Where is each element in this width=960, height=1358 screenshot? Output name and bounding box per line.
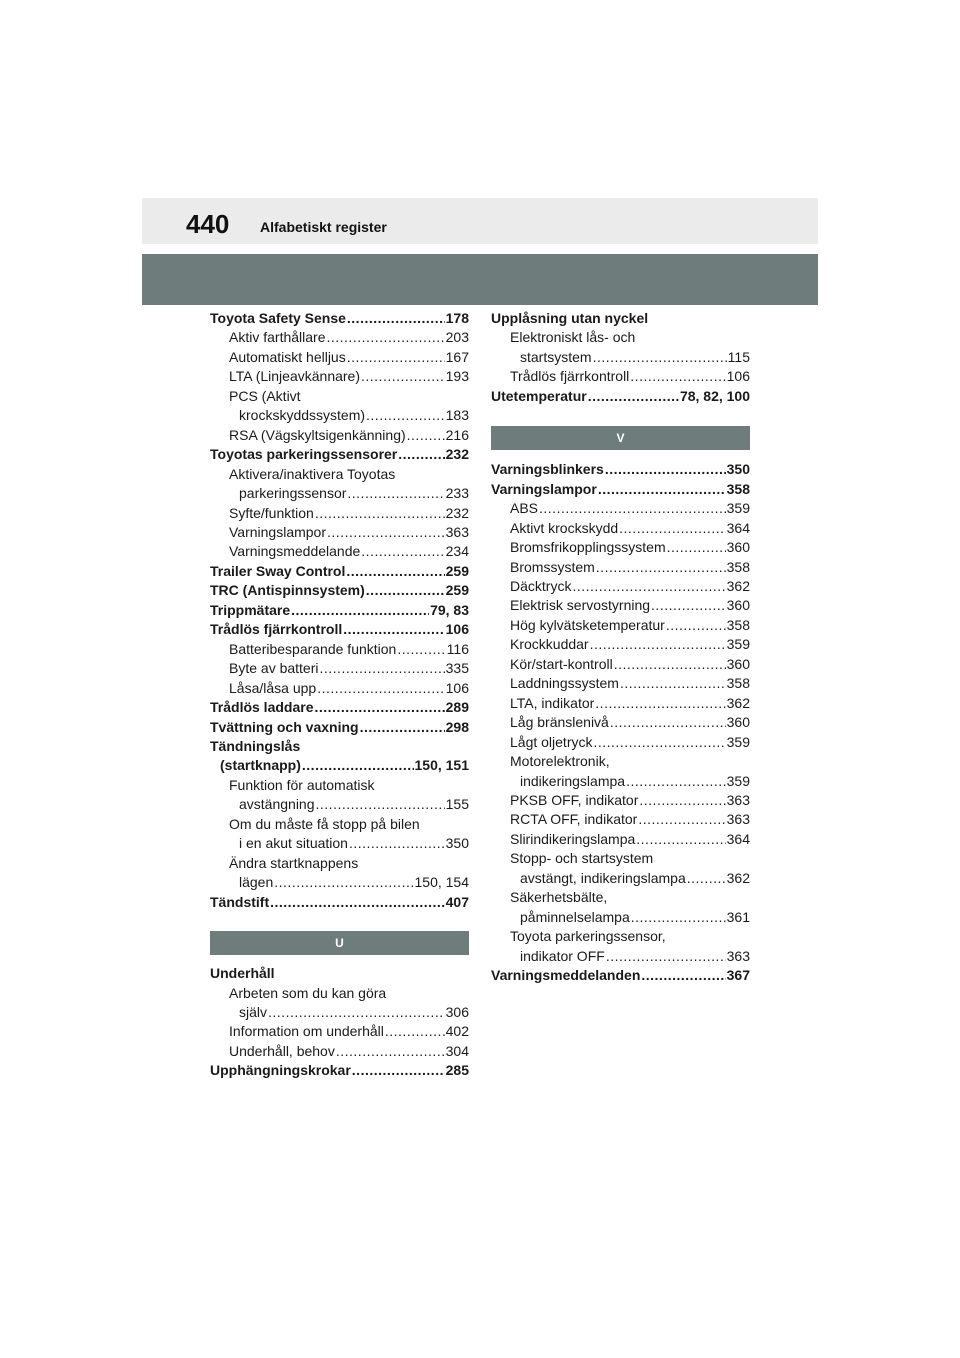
dot-leader	[598, 480, 726, 499]
index-subentry	[210, 795, 469, 814]
entry-label: Tvättning och vaxning	[210, 718, 359, 735]
index-subentry	[210, 873, 469, 892]
page-reference[interactable]: 304	[445, 1042, 469, 1059]
page-reference[interactable]: 259	[445, 582, 469, 599]
dot-leader	[631, 908, 726, 927]
dot-leader	[667, 538, 726, 557]
page-reference[interactable]: 367	[726, 967, 750, 984]
entry-label: Tändstift	[210, 893, 270, 910]
dot-leader	[314, 698, 444, 717]
entry-label: Varningsmeddelande	[229, 543, 361, 560]
entry-label: Hög kylvätsketemperatur	[510, 616, 665, 633]
entry-label: startsystem	[520, 348, 592, 365]
index-entry	[210, 698, 469, 717]
page-reference[interactable]: 232	[445, 446, 469, 463]
page-reference[interactable]: 203	[445, 329, 469, 346]
entry-label: Bromsfrikopplingssystem	[510, 539, 666, 556]
entry-label: Om du måste få stopp på bilen	[229, 815, 420, 832]
entry-label: Batteribesparande funktion	[229, 640, 397, 657]
index-subentry	[491, 348, 750, 367]
dot-leader	[638, 810, 725, 829]
index-entry	[210, 309, 469, 328]
entry-label: Utetemperatur	[491, 387, 587, 404]
entry-label: Varningsmeddelanden	[491, 967, 641, 984]
entry-label: i en akut situation	[239, 835, 348, 852]
dot-leader	[347, 348, 445, 367]
index-subentry	[491, 616, 750, 635]
dot-leader	[626, 772, 726, 791]
page-reference[interactable]: 150, 151	[414, 757, 469, 774]
index-subentry	[210, 679, 469, 698]
index-subentry	[491, 596, 750, 615]
entry-label: Information om underhåll	[229, 1023, 384, 1040]
entry-label: Aktivt krockskydd	[510, 519, 619, 536]
dot-leader	[593, 348, 727, 367]
index-subentry	[491, 791, 750, 810]
entry-label: LTA, indikator	[510, 694, 595, 711]
dot-leader	[352, 1061, 445, 1080]
index-subentry	[491, 367, 750, 386]
index-subentry	[491, 674, 750, 693]
index-subentry	[491, 869, 750, 888]
entry-label: Stopp- och startsystem	[510, 850, 654, 867]
index-subentry	[210, 984, 469, 1003]
dot-leader	[385, 1022, 445, 1041]
entry-label: Låsa/låsa upp	[229, 679, 317, 696]
dot-leader	[610, 713, 726, 732]
index-entry	[210, 718, 469, 737]
entry-label: PCS (Aktivt	[229, 387, 301, 404]
dot-leader	[593, 733, 725, 752]
entry-label: Varningsblinkers	[491, 461, 604, 478]
index-entry	[491, 966, 750, 985]
page-reference[interactable]: 362	[726, 694, 750, 711]
index-subentry	[491, 713, 750, 732]
index-entry	[210, 562, 469, 581]
entry-label: Toyota parkeringssensor,	[510, 928, 666, 945]
page-reference[interactable]: 359	[726, 500, 750, 517]
index-subentry	[210, 504, 469, 523]
index-subentry	[491, 830, 750, 849]
page-reference[interactable]: 106	[445, 621, 469, 638]
entry-label: indikeringslampa	[520, 772, 626, 789]
index-entry	[491, 387, 750, 406]
index-subentry	[210, 484, 469, 503]
page-reference[interactable]: 79, 83	[430, 601, 469, 618]
entry-label: Lågt oljetryck	[510, 733, 593, 750]
index-entry	[210, 620, 469, 639]
dot-leader	[327, 523, 445, 542]
dot-leader	[320, 659, 445, 678]
index-subentry	[210, 834, 469, 853]
dot-leader	[317, 679, 444, 698]
dot-leader	[270, 893, 445, 912]
index-column-right	[491, 309, 750, 986]
index-subentry	[210, 659, 469, 678]
index-subentry	[210, 640, 469, 659]
index-subentry	[491, 733, 750, 752]
dot-leader	[316, 795, 445, 814]
entry-label: lägen	[239, 874, 274, 891]
index-entry	[210, 601, 469, 620]
page-reference[interactable]: 193	[445, 368, 469, 385]
page-reference[interactable]: 216	[445, 426, 469, 443]
entry-label: Krockkuddar	[510, 636, 589, 653]
entry-label: Automatiskt helljus	[229, 348, 346, 365]
dot-leader	[291, 601, 429, 620]
entry-label: Aktiv farthållare	[229, 329, 326, 346]
page-reference[interactable]: 150, 154	[414, 874, 469, 891]
entry-label: Kör/start-kontroll	[510, 655, 613, 672]
index-letter-heading: U	[210, 931, 469, 955]
entry-label: Toyota Safety Sense	[210, 310, 346, 326]
dot-leader	[588, 387, 679, 406]
dot-leader	[346, 562, 444, 581]
index-letter-heading: V	[491, 426, 750, 450]
page-reference[interactable]: 363	[726, 811, 750, 828]
page-reference[interactable]: 359	[726, 772, 750, 789]
index-subentry	[491, 499, 750, 518]
page-reference[interactable]: 363	[726, 947, 750, 964]
entry-label: Arbeten som du kan göra	[229, 984, 387, 1001]
page-reference[interactable]: 362	[726, 577, 750, 594]
dot-leader	[619, 519, 726, 538]
entry-label: parkeringssensor	[239, 485, 347, 502]
index-subentry	[210, 1042, 469, 1061]
entry-label: Syfte/funktion	[229, 504, 314, 521]
dot-leader	[407, 426, 445, 445]
entry-label: Toyotas parkeringssensorer	[210, 446, 398, 463]
page-reference[interactable]: 358	[726, 558, 750, 575]
entry-label: RSA (Vägskyltsigenkänning)	[229, 426, 406, 443]
index-column-left	[210, 309, 469, 1081]
entry-label: Trådlös fjärrkontroll	[210, 621, 343, 638]
entry-label: indikator OFF	[520, 947, 605, 964]
index-subentry	[491, 328, 750, 347]
page-reference[interactable]: 285	[445, 1062, 469, 1079]
entry-label: Säkerhetsbälte,	[510, 889, 608, 906]
index-subentry	[210, 387, 469, 406]
dot-leader	[398, 445, 444, 464]
page-reference[interactable]: 106	[445, 679, 469, 696]
index-entry	[210, 737, 469, 756]
entry-label: Trippmätare	[210, 601, 291, 618]
page-reference[interactable]: 155	[445, 796, 469, 813]
page-reference[interactable]: 350	[445, 835, 469, 852]
page-reference[interactable]: 358	[726, 480, 750, 497]
index-entry	[491, 480, 750, 499]
entry-label: Trådlös laddare	[210, 699, 314, 716]
page-reference[interactable]: 359	[726, 733, 750, 750]
dot-leader	[366, 581, 445, 600]
entry-label: Motorelektronik,	[510, 753, 610, 770]
index-subentry	[491, 635, 750, 654]
dot-leader	[397, 640, 445, 659]
index-subentry	[210, 426, 469, 445]
index-subentry	[491, 558, 750, 577]
entry-label: Slirindikeringslampa	[510, 830, 636, 847]
entry-label: Aktivera/inaktivera Toyotas	[229, 465, 396, 482]
entry-label: avstängt, indikeringslampa	[520, 869, 686, 886]
dot-leader	[606, 947, 726, 966]
page-reference[interactable]: 183	[445, 407, 469, 424]
page-reference[interactable]: 402	[445, 1023, 469, 1040]
dot-leader	[572, 577, 725, 596]
entry-label: Varningslampor	[229, 523, 327, 540]
dot-leader	[630, 367, 725, 386]
index-subentry	[491, 947, 750, 966]
dot-leader	[636, 830, 725, 849]
index-subentry	[491, 538, 750, 557]
page-reference[interactable]: 116	[446, 640, 469, 657]
dot-leader	[639, 791, 725, 810]
dot-leader	[302, 756, 414, 775]
dot-leader	[590, 635, 726, 654]
index-subentry	[210, 1003, 469, 1022]
dot-leader	[614, 655, 726, 674]
page-reference[interactable]: 306	[445, 1003, 469, 1020]
dot-leader	[347, 309, 445, 328]
entry-label: Låg bränslenivå	[510, 714, 609, 731]
page-reference[interactable]: 259	[445, 562, 469, 579]
dot-leader	[595, 694, 725, 713]
index-subentry	[210, 328, 469, 347]
index-subentry	[491, 577, 750, 596]
page-reference[interactable]: 106	[726, 368, 750, 385]
index-subentry	[210, 1022, 469, 1041]
index-subentry	[491, 908, 750, 927]
index-subentry	[210, 406, 469, 425]
dot-leader	[268, 1003, 445, 1022]
page-reference[interactable]: 362	[726, 869, 750, 886]
dot-leader	[360, 718, 445, 737]
entry-label: Underhåll, behov	[229, 1042, 335, 1059]
index-subentry	[491, 772, 750, 791]
dot-leader	[620, 674, 726, 693]
page-reference[interactable]: 364	[726, 830, 750, 847]
index-subentry	[491, 655, 750, 674]
page-reference[interactable]: 360	[726, 539, 750, 556]
index-subentry	[210, 854, 469, 873]
page-reference[interactable]: 350	[726, 461, 750, 478]
dot-leader	[641, 966, 725, 985]
entry-label: Tändningslås	[210, 737, 301, 754]
page-reference[interactable]: 407	[445, 893, 469, 910]
index-entry	[210, 756, 469, 775]
dot-leader	[605, 460, 726, 479]
entry-label: TRC (Antispinnsystem)	[210, 582, 365, 599]
page-reference[interactable]: 363	[445, 523, 469, 540]
index-subentry	[491, 752, 750, 771]
index-subentry	[491, 810, 750, 829]
dot-leader	[315, 504, 445, 523]
dot-leader	[539, 499, 726, 518]
entry-label: Däcktryck	[510, 577, 572, 594]
page-reference[interactable]: 360	[726, 597, 750, 614]
entry-label: Upplåsning utan nyckel	[491, 310, 649, 326]
page-reference[interactable]: 289	[445, 699, 469, 716]
page-reference[interactable]: 167	[445, 348, 469, 365]
index-subentry	[491, 519, 750, 538]
entry-label: Trailer Sway Control	[210, 562, 346, 579]
entry-label: Upphängningskrokar	[210, 1062, 351, 1079]
index-entry	[210, 445, 469, 464]
dot-leader	[361, 542, 444, 561]
index-entry	[491, 309, 750, 328]
dot-leader	[336, 1042, 445, 1061]
header-band	[142, 254, 818, 305]
entry-label: LTA (Linjeavkännare)	[229, 368, 360, 385]
index-entry	[210, 1061, 469, 1080]
entry-label: Ändra startknappens	[229, 854, 359, 871]
dot-leader	[349, 834, 445, 853]
dot-leader	[326, 328, 444, 347]
dot-leader	[687, 869, 726, 888]
index-subentry	[210, 523, 469, 542]
entry-label: Funktion för automatisk	[229, 776, 375, 793]
page-reference[interactable]: 78, 82, 100	[679, 387, 750, 404]
index-subentry	[210, 367, 469, 386]
entry-label: Trådlös fjärrkontroll	[510, 368, 630, 385]
entry-label: själv	[239, 1003, 268, 1020]
dot-leader	[666, 616, 726, 635]
page-reference[interactable]: 234	[445, 543, 469, 560]
page-reference[interactable]: 360	[726, 655, 750, 672]
page-reference[interactable]: 178	[445, 310, 469, 326]
dot-leader	[361, 367, 445, 386]
entry-label: Varningslampor	[491, 480, 597, 497]
entry-label: (startknapp)	[220, 757, 301, 774]
page-reference[interactable]: 232	[445, 504, 469, 521]
page-header	[142, 198, 818, 244]
page-reference[interactable]: 233	[445, 485, 469, 502]
entry-label: Byte av batteri	[229, 660, 319, 677]
index-entry	[210, 964, 469, 983]
index-subentry	[210, 348, 469, 367]
page-reference[interactable]: 298	[445, 718, 469, 735]
index-subentry	[210, 542, 469, 561]
page-reference[interactable]: 360	[726, 714, 750, 731]
index-subentry	[210, 465, 469, 484]
index-subentry	[210, 776, 469, 795]
entry-label: Elektroniskt lås- och	[510, 329, 636, 346]
index-entry	[210, 581, 469, 600]
entry-label: ABS	[510, 500, 539, 517]
page-reference[interactable]: 359	[726, 636, 750, 653]
page-number: 440	[186, 209, 230, 239]
index-subentry	[491, 849, 750, 868]
page-reference[interactable]: 115	[727, 348, 750, 365]
dot-leader	[366, 406, 445, 425]
dot-leader	[347, 484, 444, 503]
page-reference[interactable]: 363	[726, 791, 750, 808]
dot-leader	[651, 596, 726, 615]
entry-label: RCTA OFF, indikator	[510, 811, 638, 828]
index-entry	[210, 893, 469, 912]
entry-label: PKSB OFF, indikator	[510, 791, 639, 808]
entry-label: Elektrisk servostyrning	[510, 597, 651, 614]
section-title: Alfabetiskt register	[260, 219, 387, 235]
entry-label: påminnelselampa	[520, 908, 630, 925]
entry-label: Underhåll	[210, 965, 275, 982]
page-reference[interactable]: 358	[726, 616, 750, 633]
page-reference[interactable]: 361	[726, 908, 750, 925]
entry-label: Laddningssystem	[510, 675, 619, 692]
entry-label: Bromssystem	[510, 558, 595, 575]
dot-leader	[274, 873, 413, 892]
index-subentry	[491, 888, 750, 907]
entry-label: avstängning	[239, 796, 315, 813]
dot-leader	[596, 558, 726, 577]
index-subentry	[491, 694, 750, 713]
index-subentry	[491, 927, 750, 946]
page-reference[interactable]: 364	[726, 519, 750, 536]
page-reference[interactable]: 358	[726, 675, 750, 692]
dot-leader	[343, 620, 444, 639]
index-entry	[491, 460, 750, 479]
page-reference[interactable]: 335	[445, 660, 469, 677]
index-subentry	[210, 815, 469, 834]
entry-label: krockskyddssystem)	[239, 407, 366, 424]
